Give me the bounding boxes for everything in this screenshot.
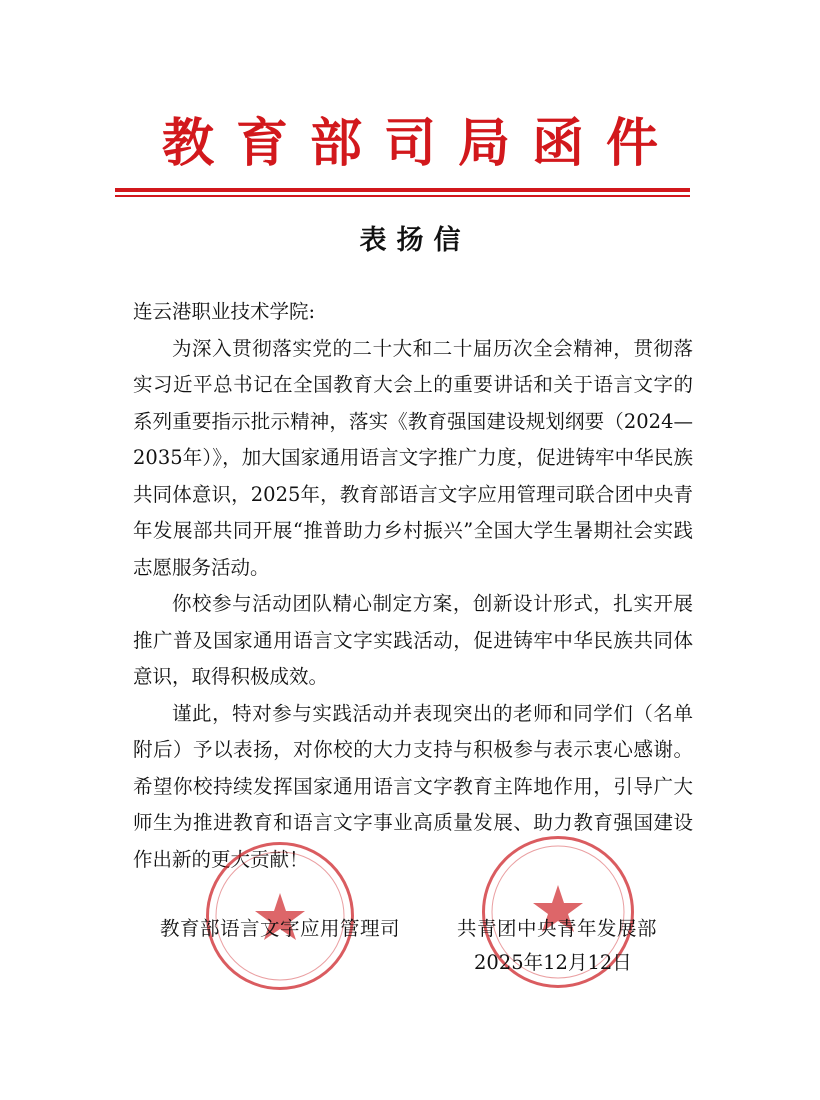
letterhead-title: 教育部司局函件	[161, 113, 680, 174]
signatory-language-commission: 教育部语言文字应用管理司	[160, 917, 401, 940]
signatory-youth-league: 共青团中央青年发展部	[457, 917, 658, 940]
paragraph-1: 为深入贯彻落实党的二十大和二十届历次全会精神，贯彻落实习近平总书记在全国教育大会上的重要讲话和关于语言文字的系列重要指示批示精神，落实《教育强国建设规划纲要（2024—2035年）》，加大国家通用语言文字推广力度，促进铸牢中华民族共同体意识，2025年，教育部语言文字应用管理司联合团中央青年发展部共同开展“推普助力乡村振兴”全国大学生暑期社会实践志愿服务活动。	[133, 336, 693, 579]
letterhead-rule-thick	[115, 188, 690, 192]
salutation: 连云港职业技术学院:	[133, 300, 316, 323]
letterhead-rule-thin	[115, 195, 690, 197]
paragraph-2: 你校参与活动团队精心制定方案，创新设计形式，扎实开展推广普及国家通用语言文字实践活动，促进铸牢中华民族共同体意识，取得积极成效。	[133, 592, 693, 688]
document-date: 2025年12月12日	[474, 951, 632, 974]
letter-body	[133, 294, 693, 878]
paragraph-3: 谨此，特对参与实践活动并表现突出的老师和同学们（名单附后）予以表扬，对你校的大力支持与积极参与表示衷心感谢。希望你校持续发挥国家通用语言文字教育主阵地作用，引导广大师生为推进教育和语言文字事业高质量发展、助力教育强国建设作出新的更大贡献！	[133, 701, 693, 871]
document-title: 表扬信	[359, 225, 471, 256]
